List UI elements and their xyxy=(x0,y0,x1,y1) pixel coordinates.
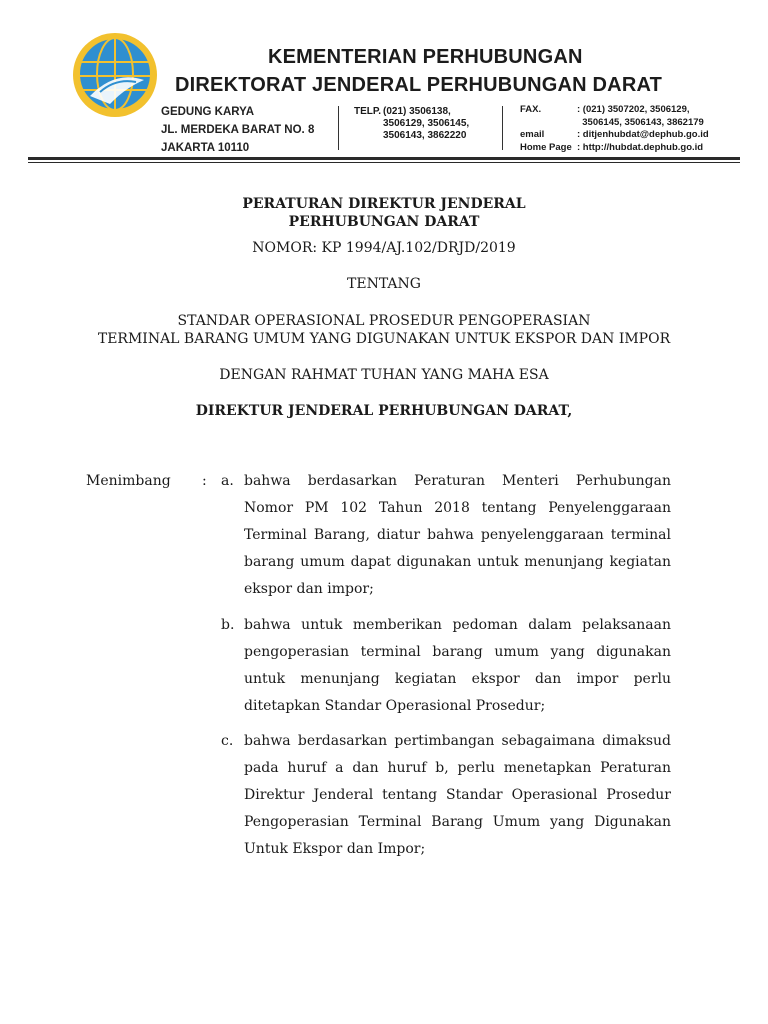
doc-official: DIREKTUR JENDERAL PERHUBUNGAN DARAT, xyxy=(195,403,573,419)
telp-line: (021) 3506138, xyxy=(383,106,451,117)
telp-numbers xyxy=(383,106,469,142)
item-letter: a. xyxy=(221,473,234,489)
doc-tentang: TENTANG xyxy=(347,276,421,292)
homepage-label: Home Page xyxy=(520,141,572,153)
ministry-name: KEMENTERIAN PERHUBUNGAN xyxy=(268,46,583,68)
address-line: JAKARTA 10110 xyxy=(161,142,250,154)
item-text: bahwa berdasarkan Peraturan Menteri Perhubungan Nomor PM 102 Tahun 2018 tentang Penyelenggaraan Terminal Barang, diatur bahwa penyelenggaraan terminal barang umum dapat digunakan untuk menunjang kegiatan ekspor dan impor; xyxy=(244,473,671,597)
item-text: bahwa berdasarkan pertimbangan sebagaimana dimaksud pada huruf a dan huruf b, perlu menetapkan Peraturan Direktur Jenderal tentang Standar Operasional Prosedur Pengoperasian Terminal Barang Umum yang Digunakan Untuk Ekspor dan Impor; xyxy=(244,733,671,857)
email-value: : ditjenhubdat@dephub.go.id xyxy=(577,129,709,140)
telp-line: 3506143, 3862220 xyxy=(383,130,467,141)
item-text: bahwa untuk memberikan pedoman dalam pelaksanaan pengoperasian terminal barang umum yang digunakan untuk menunjang kegiatan ekspor dan impor perlu ditetapkan Standar Operasional Prosedur; xyxy=(244,617,671,714)
fax-line: : (021) 3507202, 3506129, xyxy=(577,104,690,115)
menimbang-colon: : xyxy=(202,473,207,489)
doc-number: NOMOR: KP 1994/AJ.102/DRJD/2019 xyxy=(252,240,516,256)
telp-label: TELP. xyxy=(354,106,382,117)
menimbang-label: Menimbang xyxy=(86,473,171,489)
doc-title-line2: PERHUBUNGAN DARAT xyxy=(288,214,480,230)
homepage-value: : http://hubdat.dephub.go.id xyxy=(577,141,704,153)
fax-label: FAX. xyxy=(520,104,542,115)
item-letter: c. xyxy=(221,733,234,749)
telp-line: 3506129, 3506145, xyxy=(383,118,470,129)
directorate-name: DIREKTORAT JENDERAL PERHUBUNGAN DARAT xyxy=(175,74,663,96)
ministry-logo xyxy=(70,30,160,120)
address-line: JL. MERDEKA BARAT NO. 8 xyxy=(161,124,315,136)
address-block xyxy=(161,103,314,157)
globe-emblem-icon xyxy=(70,30,160,120)
address-line: GEDUNG KARYA xyxy=(161,106,255,118)
letterhead-divider xyxy=(338,106,339,150)
doc-subject-line2: TERMINAL BARANG UMUM YANG DIGUNAKAN UNTUK EKSPOR DAN IMPOR xyxy=(97,331,671,347)
doc-rahmat: DENGAN RAHMAT TUHAN YANG MAHA ESA xyxy=(219,367,549,383)
contact-labels xyxy=(520,104,572,154)
doc-subject-line1: STANDAR OPERASIONAL PROSEDUR PENGOPERASIAN xyxy=(177,313,591,329)
item-letter: b. xyxy=(221,617,235,633)
email-label: email xyxy=(520,129,545,140)
doc-title-line1: PERATURAN DIREKTUR JENDERAL xyxy=(242,196,526,212)
contact-values xyxy=(577,104,709,154)
letterhead-rule xyxy=(28,162,740,163)
letterhead-rule xyxy=(28,157,740,160)
fax-line: 3506145, 3506143, 3862179 xyxy=(577,116,704,128)
letterhead-divider xyxy=(502,106,503,150)
